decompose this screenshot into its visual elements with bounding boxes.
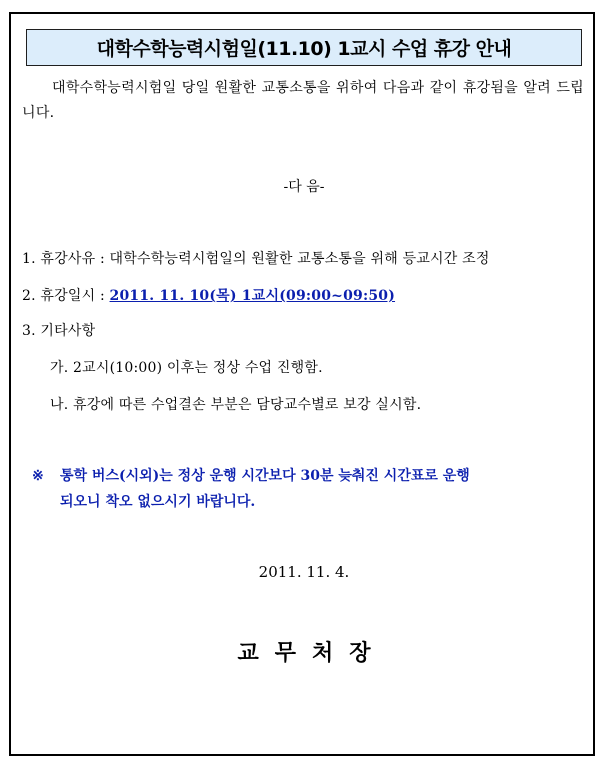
reference-mark-icon: ※ bbox=[32, 468, 44, 484]
intro-paragraph: 대학수학능력시험일 당일 원활한 교통소통을 위하여 다음과 같이 휴강됨을 알려 드립니다. bbox=[22, 80, 584, 121]
item-reason-text: 대학수학능력시험일의 원활한 교통소통을 위해 등교시간 조정 bbox=[109, 251, 490, 267]
issue-date: 2011. 11. 4. bbox=[258, 563, 350, 581]
bus-notice-line1 bbox=[32, 463, 584, 489]
item-reason bbox=[22, 248, 490, 268]
item-sub-b: 나. 휴강에 따른 수업결손 부분은 담당교수별로 보강 실시함. bbox=[50, 397, 422, 413]
item-datetime-label: 2. 휴강일시 : bbox=[22, 288, 110, 304]
signer: 교무처장 bbox=[237, 640, 387, 666]
bus-notice-line2: 되오니 착오 없으시기 바랍니다. bbox=[60, 494, 256, 510]
title-box bbox=[26, 29, 582, 66]
item-sub-a: 가. 2교시(10:00) 이후는 정상 수업 진행함. bbox=[50, 360, 323, 376]
section-marker: -다 음- bbox=[283, 179, 325, 195]
item-reason-label: 1. 휴강사유 : bbox=[22, 251, 110, 267]
page-title: 대학수학능력시험일(11.10) 1교시 수업 휴강 안내 bbox=[96, 38, 512, 60]
bus-notice-text1: 통학 버스(시외)는 정상 운행 시간보다 30분 늦춰진 시간표로 운행 bbox=[60, 468, 470, 484]
item-datetime-value: 2011. 11. 10(목) 1교시(09:00~09:50) bbox=[109, 288, 396, 304]
bus-notice bbox=[32, 463, 584, 515]
item-datetime bbox=[22, 285, 395, 305]
item-other-label: 3. 기타사항 bbox=[22, 323, 96, 339]
